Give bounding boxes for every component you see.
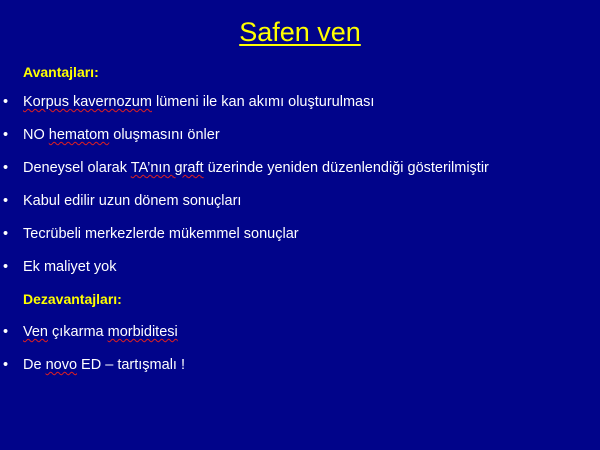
bullet-icon: •	[3, 94, 9, 110]
advantage-item-5	[0, 226, 600, 246]
spellcheck-word: TA’nın graft	[130, 160, 204, 176]
disadvantage-item-1	[0, 324, 600, 344]
text-segment: üzerinde yeniden düzenlendiği gösterilmiştir	[203, 160, 489, 176]
text-segment: ED – tartışmalı !	[77, 357, 186, 373]
advantages-heading: Avantajları:	[23, 64, 99, 80]
bullet-icon: •	[3, 324, 9, 340]
slide-title: Safen ven	[239, 17, 361, 47]
advantage-text: Ek maliyet yok	[23, 259, 117, 275]
bullet-icon: •	[3, 357, 9, 373]
disadvantage-item-2	[0, 357, 600, 377]
bullet-icon: •	[3, 259, 9, 275]
advantage-text: Kabul edilir uzun dönem sonuçları	[23, 193, 242, 209]
spellcheck-word: Ven	[23, 324, 48, 340]
spellcheck-word: hematom	[48, 127, 110, 143]
disadvantage-text	[23, 357, 185, 373]
advantage-item-3	[0, 160, 600, 180]
text-segment: Deneysel olarak	[23, 160, 131, 176]
advantage-text	[23, 94, 374, 110]
bullet-icon: •	[3, 226, 9, 242]
bullet-icon: •	[3, 127, 9, 143]
advantage-text: Tecrübeli merkezlerde mükemmel sonuçlar	[23, 226, 299, 242]
text-segment: oluşmasını önler	[109, 127, 220, 143]
advantage-item-4	[0, 193, 600, 213]
advantage-item-1	[0, 94, 600, 114]
advantage-item-6	[0, 259, 600, 279]
bullet-icon: •	[3, 160, 9, 176]
text-segment: lümeni ile kan akımı oluşturulması	[151, 94, 375, 110]
text-segment: NO	[23, 127, 49, 143]
spellcheck-word: morbiditesi	[107, 324, 178, 340]
spellcheck-word: Korpus kavernozum	[23, 94, 152, 110]
bullet-icon: •	[3, 193, 9, 209]
disadvantage-text	[23, 324, 178, 340]
advantage-text	[23, 127, 220, 143]
disadvantages-heading: Dezavantajları:	[23, 291, 122, 307]
advantage-item-2	[0, 127, 600, 147]
text-segment: çıkarma	[48, 324, 108, 340]
text-segment: De	[23, 357, 46, 373]
spellcheck-word: novo	[45, 357, 78, 373]
advantage-text	[23, 160, 489, 176]
